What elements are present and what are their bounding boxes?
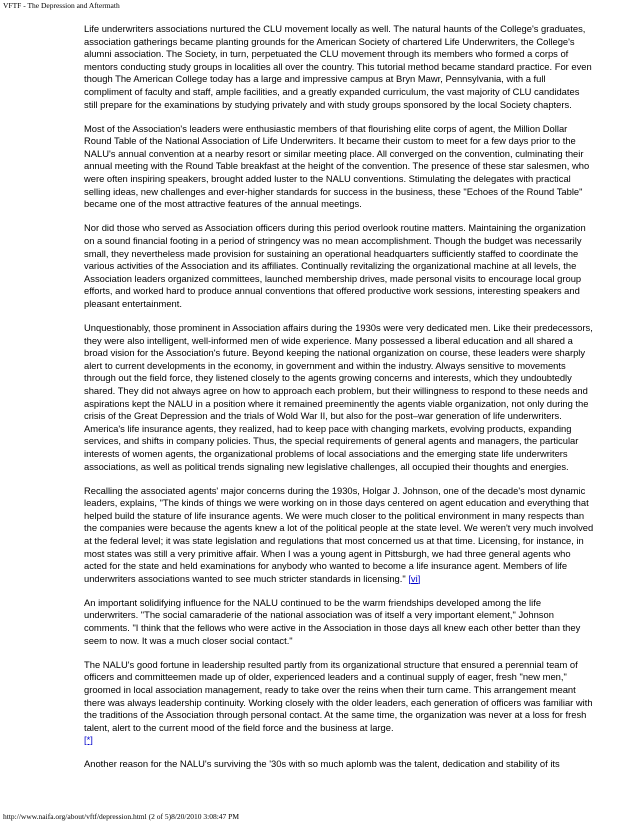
page-footer-url: http://www.naifa.org/about/vftf/depression.html (2 of 5)8/20/2010 3:08:47 PM (3, 812, 240, 821)
paragraph-6: An important solidifying influence for the NALU continued to be the warm friendships developed among the life underwriters. "The social camaraderie of the national association was of itself a very important element," Johnson comments. "I think that the fellows who were active in the Association in those days all knew each other better than they seem to now. It was a much closer social contact." (84, 596, 581, 646)
paragraph-1: Life underwriters associations nurtured the CLU movement locally as well. The natural haunts of the College's graduates, association gatherings became planting grounds for the American Society of chartered Life Underwriters, the College's alumni association. The Society, in turn, perpetuated the CLU movement through its members who formed a corps of mentors conducting study groups in localities all over the country. This tutorial method became standard practice. For even though The American College today has a large and impressive campus at Bryn Mawr, Pennsylvania, with a full compliment of faculty and staff, ample facilities, and a greatly expanded curriculum, the vast majority of CLU candidates still prepare for the examinations by studying privately and with study groups sponsored by the local Society chapters. (84, 23, 592, 110)
paragraph-2: Most of the Association's leaders were enthusiastic members of that flourishing elite corps of agent, the Million Dollar Round Table of the National Association of Life Underwriters. It became their custom to meet for a few days prior to the NALU's annual convention at a nearby resort or similar meeting place. All converged on the convention, culminating their annual meeting with the Round Table breakfast at the height of the convention. The presence of these star salesmen, who were often inspiring speakers, brought added luster to the NALU conventions. Stimulating the delegates with practical selling ideas, new challenges and ever-higher standards for success in the business, these "Echoes of the Round Table" became one of the most attractive features of the annual meetings. (84, 122, 590, 210)
paragraph-4: Unquestionably, those prominent in Association affairs during the 1930s were very dedicated men. Like their predecessors, they were also intelligent, well-informed men of wide experience. Many possessed a liberal education and all shared a broad vision for the Association's future. Beyond keeping the national organization on course, these leaders were sharply alert to current developments in the economy, in government and within the industry. Always sensitive to movements through out the field force, they listened closely to the agents growing concerns and interests, which they undoubtedly shared. They did not always agree on how to approach each problem, but their willingness to respond to these needs and aspirations kept the NALU in a position where it remained preeminently the agents viable organization, not only during the crisis of the Great Depression and the trials of Wold War II, but also for the post–war generation of life underwriters. America's life insurance agents, they realized, had to keep pace with changing markets, evolving products, expanding services, and shifts in company policies. Thus, the special requirements of general agents and managers, the particular interests of women agents, the organizational problems of local associations and the emerging state life underwriters associations, as well as political trends signaling new legislative challenges, all occupied their thoughts and energies. (84, 321, 593, 472)
page-header: VFTF - The Depression and Aftermath (3, 1, 120, 10)
paragraph-3: Nor did those who served as Association officers during this period overlook routine matters. Maintaining the organization on a sound financial footing in a period of stringency was no mean accomplishment. Though the budget was necessarily small, they nevertheless made provision for sustaining an operational headquarters sufficiently staffed to coordinate the various activities of the Association and its affiliates. Continually revitalizing the organizational machine at all levels, the Association leaders organized committees, launched membership drives, made personal visits to encourage local group efforts, and worked hard to produce annual conventions that offered productive work sessions, interesting speakers and pleasant entertainment. (84, 222, 586, 309)
paragraph-7-text: The NALU's good fortune in leadership resulted partly from its organizational structure that ensured a perennial team of officers and committeemen made up of older, experienced leaders and a continual supply of eager, fresh "new men," groomed in local association management, ready to take over the reins when their turn came. This arrangement meant there was always leadership continuity. Working closely with the older leaders, each generation of officers was familiar with the traditions of the Association through personal contact. At the same time, the organization was never at a loss for fresh talent, alert to the current mood of the field force and the business at large. (84, 658, 593, 733)
footnote-star-link[interactable]: [*] (84, 734, 93, 746)
footnote-vi-link[interactable]: [vi] (408, 572, 421, 584)
paragraph-5 (84, 485, 595, 586)
paragraph-8: Another reason for the NALU's surviving the '30s with so much aplomb was the talent, dedication and stability of its (84, 758, 560, 770)
paragraph-7 (84, 659, 595, 747)
paragraph-5-text: Recalling the associated agents' major concerns during the 1930s, Holgar J. Johnson, one of the decade's most dynamic leaders, explains, "The kinds of things we were working on in those days centered on agent education and everything that helped build the stature of life insurance agents. We were much closer to the political environment in many respects than the companies were because the agents knew a lot of the political people at the state level. We weren't very much involved at the federal level; it was state legislation and regulations that most concerned us at that time. Licensing, for instance, in most states was still a very primitive affair. When I was a young agent in Pittsburgh, we had three general agents who acted for the state and held examinations for anybody who wanted to become a life insurance agent. Members of life underwriters associations wanted to see much stricter standards in licensing." (84, 484, 594, 584)
article-body (84, 23, 595, 782)
